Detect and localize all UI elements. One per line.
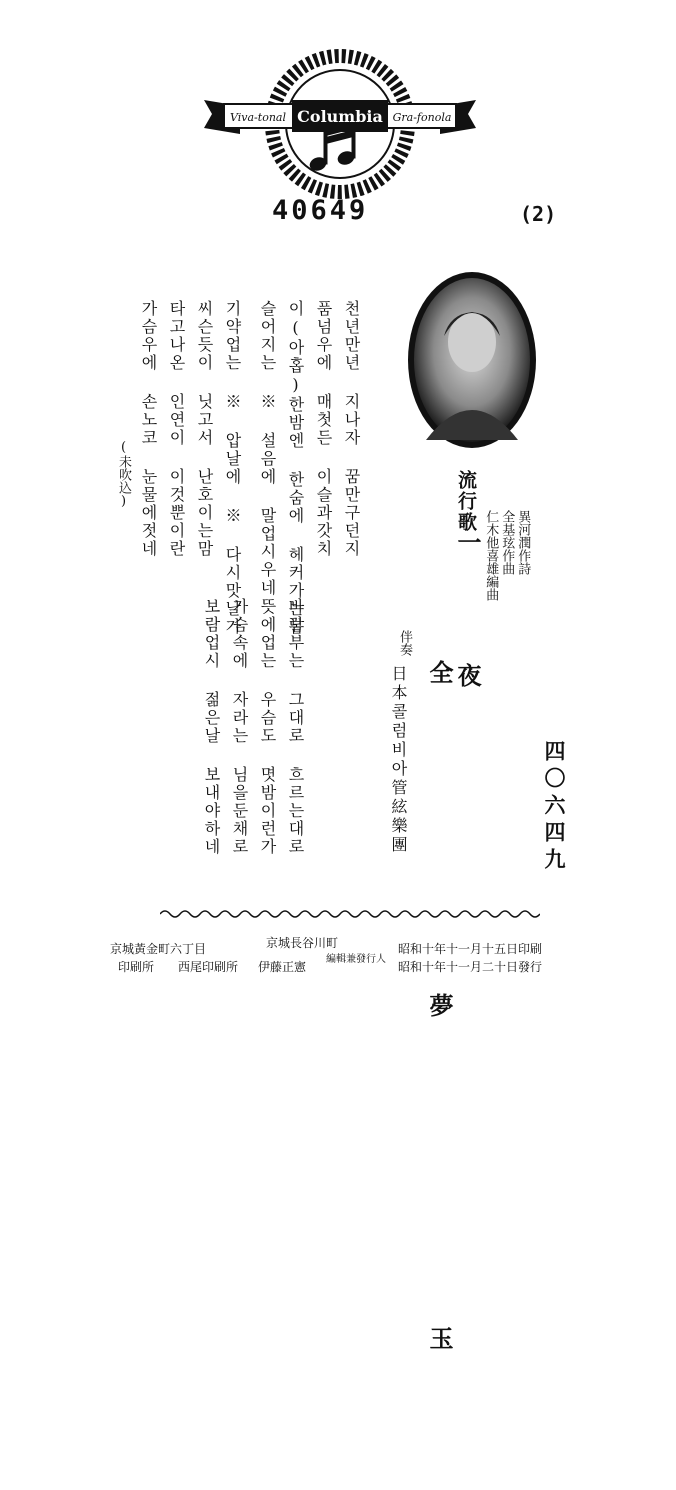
publish-date: 昭和十年十一月二十日發行 (398, 960, 543, 974)
not-recorded-note: (未吹込) (116, 440, 131, 509)
lyric-line: 품넘우에 매첫든 이슬과갓치 (314, 300, 333, 558)
printer-name: 西尾印刷所 (178, 960, 239, 974)
printer-role: 印刷所 (118, 960, 155, 974)
song-genre: 流行歌 (455, 470, 477, 533)
lyric-line: 슬어지는 ※ 설음에 말업시우네 (258, 300, 277, 597)
columbia-logo (200, 42, 480, 202)
lyric-line: 뜻에업는 우슴도 몃밤이런가 (258, 598, 277, 856)
lyric-line: 바람부는 그대로 흐르는대로 (286, 598, 305, 856)
song-title: 一 夜 (453, 530, 482, 727)
logo-left-banner: Viva-tonal (230, 111, 286, 124)
singer-name: 全 夢 玉 (425, 660, 454, 1490)
print-date: 昭和十年十一月十五日印刷 (398, 942, 543, 956)
credit-composer: 全基玹作曲 (499, 510, 515, 575)
lyric-line: 기약업는 ※ 압날에 ※ 다시맛날가 (223, 300, 242, 636)
lyric-line: 가슴우에 손노코 눈물에젓네 (139, 300, 158, 558)
orchestra-name: 日本콜럼비아管絃樂團 (389, 665, 408, 855)
lyric-line: 타고나온 인연이 이것뿐이란 (167, 300, 186, 558)
printer-address: 京城黃金町六丁目 (110, 942, 207, 956)
lyric-line: 천년만년 지나자 꿈만구던지 (342, 300, 361, 558)
footer-wavy-divider (160, 906, 540, 922)
credit-lyricist: 異河潤作詩 (515, 510, 531, 575)
publisher-name: 伊藤正憲 (258, 960, 307, 974)
singer-portrait (406, 270, 538, 450)
lyric-line: 가슴속에 자라는 님을둔채로 (230, 598, 249, 856)
logo-right-banner: Gra-fonola (392, 111, 452, 124)
record-number: 40649 (272, 195, 369, 226)
logo-brand: Columbia (297, 107, 383, 126)
catalog-number-kanji: 四〇六四九 (542, 740, 567, 875)
side-number: (2) (520, 202, 557, 226)
publisher-role: 編輯兼發行人 (326, 954, 386, 965)
accompaniment-label: 伴奏 (397, 630, 412, 656)
lyric-line: 씨슨듯이 닛고서 난호이는맘 (195, 300, 214, 558)
lyric-line: 보람업시 젊은날 보내야하네 (202, 598, 221, 856)
lyric-line: 이(아홉)한밤엔 한숨에 헤커가는봄 (286, 300, 305, 636)
credit-arranger: 仁木他喜雄編曲 (483, 510, 499, 601)
publisher-address: 京城長谷川町 (266, 936, 339, 950)
